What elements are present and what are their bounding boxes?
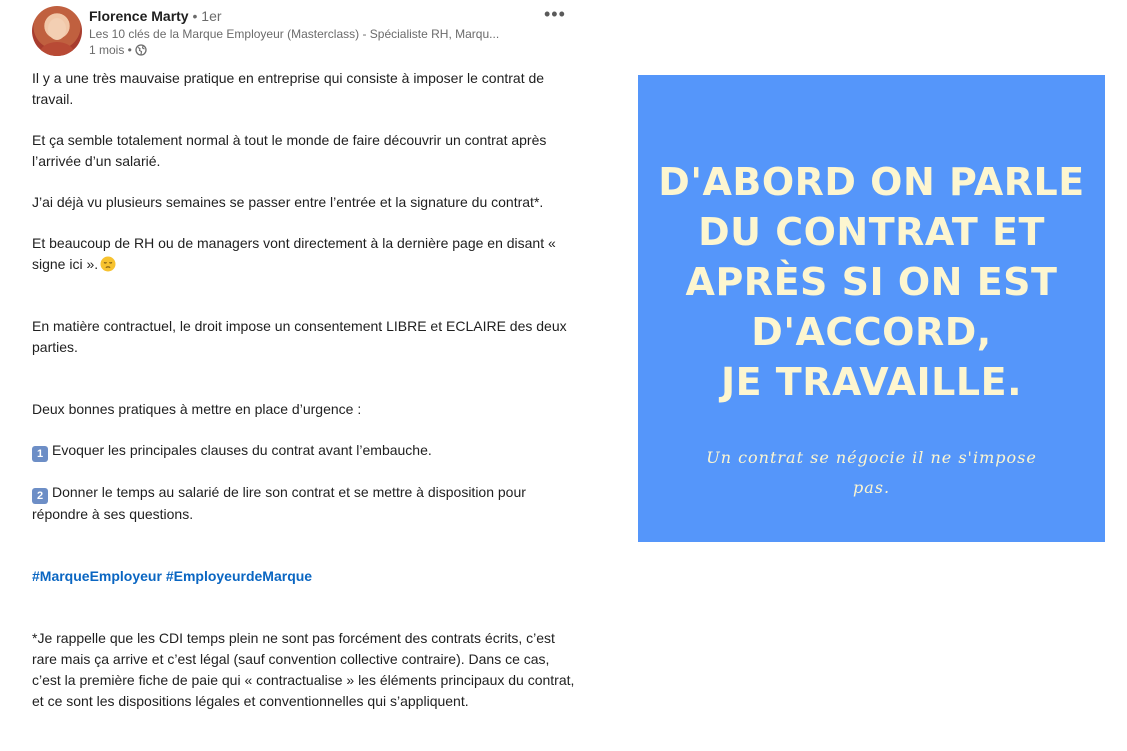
post-footnote: *Je rappelle que les CDI temps plein ne sont pas forcément des contrats écrits, c’est rare mais ça arrive et c’est légal (sauf convention collective contraire). Dans ce cas, c’est la première fiche de paie qui « contractualise » les éléments principaux du contrat, et ce sont les dispositions légales et conventionnelles qui s’appliquent.: [32, 630, 575, 709]
number-two-icon: 2: [32, 488, 48, 504]
author-line: [89, 8, 222, 24]
more-options-icon[interactable]: •••: [544, 4, 566, 24]
post-paragraph: En matière contractuel, le droit impose un consentement LIBRE et ECLAIRE des deux parties.: [32, 318, 567, 355]
author-name[interactable]: Florence Marty: [89, 8, 189, 24]
image-title: D'ABORD ON PARLE DU CONTRAT ET APRÈS SI ON EST D'ACCORD, JE TRAVAILLE.: [658, 160, 1085, 404]
post-paragraph: Il y a une très mauvaise pratique en entreprise qui consiste à imposer le contrat de travail.: [32, 70, 545, 107]
post-paragraph: Deux bonnes pratiques à mettre en place d’urgence :: [32, 401, 362, 417]
post-header: [32, 6, 577, 60]
image-subtitle: Un contrat se négocie il ne s'impose pas.: [706, 448, 1037, 497]
pensive-face-icon: [100, 256, 116, 272]
post-paragraph: Et ça semble totalement normal à tout le monde de faire découvrir un contrat après l’arrivée d’un salarié.: [32, 132, 547, 169]
globe-icon: [135, 44, 147, 56]
number-one-icon: 1: [32, 446, 48, 462]
post-paragraph-text: Et beaucoup de RH ou de managers vont directement à la dernière page en disant « signe ici ».: [32, 235, 556, 272]
post-meta: [89, 43, 147, 57]
avatar-face: [48, 18, 66, 40]
post-time: 1 mois •: [89, 43, 132, 57]
list-item-text: Evoquer les principales clauses du contrat avant l’embauche.: [52, 442, 432, 458]
list-item: [32, 440, 577, 462]
post-image[interactable]: [638, 75, 1105, 542]
connection-degree: 1er: [201, 8, 222, 24]
list-item-text: Donner le temps au salarié de lire son contrat et se mettre à disposition pour répondre à ses questions.: [32, 484, 526, 522]
hashtag-link[interactable]: #EmployeurdeMarque: [165, 568, 313, 584]
list-item: [32, 482, 577, 525]
hashtags: [32, 566, 577, 587]
avatar[interactable]: [32, 6, 82, 56]
hashtag-link[interactable]: #MarqueEmployeur: [32, 568, 162, 584]
avatar-shoulders: [40, 42, 74, 56]
post-paragraph: J’ai déjà vu plusieurs semaines se passer entre l’entrée et la signature du contrat*.: [32, 194, 544, 210]
post-paragraph: [32, 233, 577, 275]
author-separator: •: [188, 8, 202, 24]
author-headline: Les 10 clés de la Marque Employeur (Masterclass) - Spécialiste RH, Marqu...: [89, 27, 500, 41]
post-body: [32, 68, 577, 712]
